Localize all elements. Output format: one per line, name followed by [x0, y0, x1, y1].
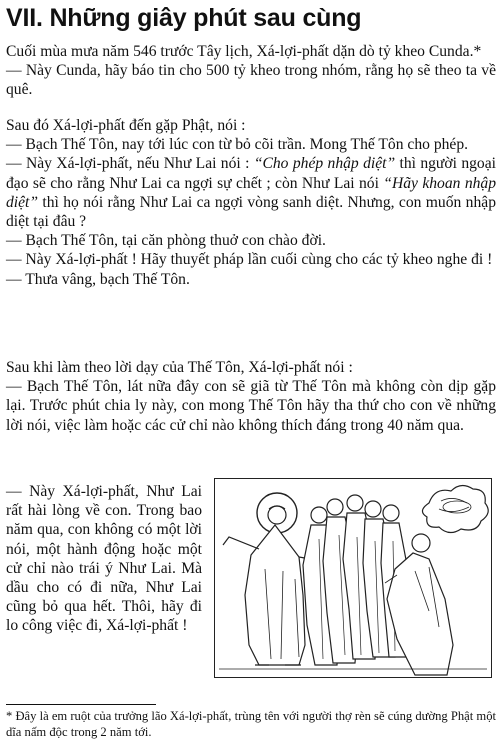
dialogue-intro: Sau đó Xá-lợi-phất đến gặp Phật, nói :	[6, 117, 246, 134]
footnote	[6, 708, 496, 740]
dialogue-line: — Bạch Thế Tôn, lát nữa đây con sẽ giã từ Thế Tôn mà không còn dịp gặp lại. Trước phút chia ly này, con mong Thế Tôn hãy tha thứ cho con về những lời nói, việc làm hoặc các cử chỉ nào không thích đáng trong 40 năm qua.	[6, 378, 496, 434]
quote-italic: “Hãy khoan nhập diệt”	[6, 174, 497, 211]
chapter-title: VII. Những giây phút sau cùng	[6, 4, 362, 32]
paragraph-intro	[6, 42, 496, 100]
dialogue-line: — Bạch Thế Tôn, nay tới lúc con từ bỏ cõi trần. Mong Thế Tôn cho phép.	[6, 136, 469, 154]
footnote-divider	[6, 704, 156, 705]
dialogue-line: — Bạch Thế Tôn, tại căn phòng thuở con chào đời.	[6, 232, 326, 250]
monks-drawing	[215, 479, 491, 677]
dialogue-line: — Này Xá-lợi-phất ! Hãy thuyết pháp lần cuối cùng cho các tỷ kheo nghe đi !	[6, 251, 493, 269]
dialogue-line: — Này Xá-lợi-phất, Như Lai rất hài lòng về con. Trong bao năm qua, con không có một lời nói, một hành động hoặc một cử chỉ nào trái ý Như Lai. Mà dầu cho có đi nữa, Như Lai cũng bỏ qua hết. Thôi, hãy đi lo công việc đi, Xá-lợi-phất !	[6, 483, 202, 635]
dialogue-block-2	[6, 358, 496, 435]
dialogue-block-3	[6, 482, 202, 636]
dialogue-line: — Này Cunda, hãy báo tin cho 500 tỷ kheo trong nhóm, rằng họ sẽ theo ta về quê.	[6, 62, 496, 99]
dialogue-line	[6, 154, 496, 231]
footnote-text: * Đây là em ruột của trưởng lão Xá-lợi-phất, trùng tên với người thợ rèn sẽ cúng dường Phật một dĩa nấm độc trong 2 năm tới.	[6, 709, 496, 739]
quote-italic: “Cho phép nhập diệt”	[253, 155, 396, 173]
dialogue-line: — Thưa vâng, bạch Thế Tôn.	[6, 270, 190, 288]
dialogue-text: thì người ngoại đạo sẽ cho rằng Như Lai ca ngợi sự chết ; còn Như Lai nói	[6, 155, 496, 192]
dialogue-text: thì họ nói rằng Như Lai ca ngợi vòng sanh diệt. Nhưng, con muốn nhập diệt tại đâu ?	[6, 193, 496, 231]
dialogue-text: — Này Xá-lợi-phất, nếu Như Lai nói :	[6, 155, 254, 173]
buddha-illustration	[214, 478, 492, 678]
text-line: Cuối mùa mưa năm 546 trước Tây lịch, Xá-lợi-phất dặn dò tỷ kheo Cunda.*	[6, 43, 482, 60]
dialogue-intro: Sau khi làm theo lời dạy của Thế Tôn, Xá-lợi-phất nói :	[6, 359, 353, 376]
dialogue-block-1	[6, 116, 496, 289]
